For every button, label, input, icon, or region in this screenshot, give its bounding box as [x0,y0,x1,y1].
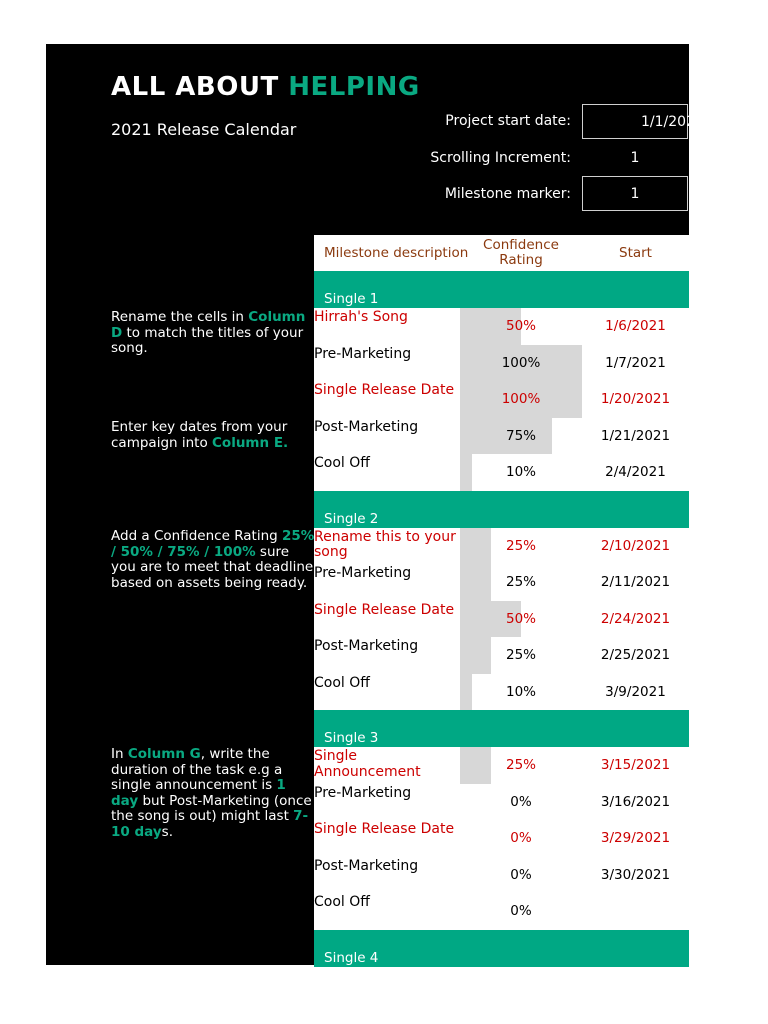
note-text: sure you are to meet that deadline based on assets being ready. [111,543,314,591]
milestone-description-cell[interactable]: Single Release Date [314,601,455,618]
page-title [111,72,420,102]
table-row[interactable] [314,564,689,601]
group-header[interactable]: Single 4 [314,930,689,967]
table-row[interactable] [314,418,689,455]
page-subtitle: 2021 Release Calendar [111,120,297,139]
note-text: s. [161,823,173,840]
confidence-rating-cell[interactable]: 25% [505,647,536,663]
table-row[interactable] [314,820,689,857]
note-highlight: 7-10 day [111,808,309,840]
start-date-cell[interactable]: 2/24/2021 [600,610,671,627]
table-row[interactable] [314,454,689,491]
milestone-table [314,235,689,965]
table-row[interactable] [314,381,689,418]
milestone-description-cell[interactable]: Post-Marketing [314,418,419,435]
milestone-description-cell[interactable]: Cool Off [314,455,370,471]
milestone-description-cell[interactable]: Single Announcement [314,748,421,780]
confidence-rating-cell[interactable]: 100% [501,354,541,371]
note-text: , write the duration of the task e.g a single announcement is [111,746,283,793]
table-row[interactable] [314,345,689,382]
confidence-rating-cell[interactable]: 0% [510,903,532,919]
start-date-cell[interactable]: 1/21/2021 [600,427,671,444]
confidence-rating-cell[interactable]: 75% [505,427,536,444]
note-highlight: Column G [127,746,201,762]
milestone-description-cell[interactable]: Cool Off [314,674,370,691]
start-date-cell[interactable]: 2/10/2021 [600,537,671,554]
title-prefix: ALL ABOUT [111,72,289,102]
project-start-date-cell[interactable]: 1/1/2021 [582,104,688,139]
milestone-description-cell[interactable]: Post-Marketing [314,857,419,874]
table-row[interactable] [314,637,689,674]
table-row[interactable] [314,308,689,345]
project-start-label: Project start date: [445,113,571,129]
milestone-description-cell[interactable]: Single Release Date [314,382,455,398]
table-row[interactable] [314,528,689,565]
title-accent: HELPING [288,72,420,102]
confidence-rating-cell[interactable]: 10% [505,464,536,480]
start-date-cell[interactable]: 1/20/2021 [600,391,671,407]
confidence-rating-cell[interactable]: 0% [510,830,532,846]
column-header-confidence[interactable]: Confidence Rating [483,237,559,268]
table-row[interactable] [314,601,689,638]
confidence-rating-cell[interactable]: 10% [505,683,536,700]
spreadsheet-sheet [46,44,704,966]
start-date-cell[interactable]: 3/16/2021 [600,793,671,810]
group-header[interactable]: Single 1 [314,271,689,308]
group-header[interactable]: Single 2 [314,491,689,528]
note-highlight: 25% / 50% / 75% / 100% [111,528,315,560]
scrolling-increment-label: Scrolling Increment: [430,150,571,166]
note-text: Rename the cells in [111,309,249,325]
instruction-note [111,310,316,357]
milestone-description-cell[interactable]: Rename this to your song [314,528,456,560]
table-row[interactable] [314,747,689,784]
confidence-rating-cell[interactable]: 25% [505,574,536,590]
note-highlight: 1 day [111,777,286,809]
instruction-note [111,747,316,840]
milestone-description-cell[interactable]: Cool Off [314,894,370,910]
start-date-cell[interactable]: 2/11/2021 [600,574,671,590]
note-text: but Post-Marketing (once the song is out) might last [111,792,312,824]
milestone-description-cell[interactable]: Hirrah's Song [314,309,408,325]
milestone-description-cell[interactable]: Post-Marketing [314,638,419,654]
table-row[interactable] [314,674,689,711]
milestone-marker-cell[interactable]: 1 [582,176,688,211]
start-date-cell[interactable]: 2/4/2021 [605,464,666,480]
confidence-rating-cell[interactable]: 0% [510,793,532,810]
confidence-rating-cell[interactable]: 100% [501,391,541,407]
group-header[interactable]: Single 3 [314,710,689,747]
confidence-rating-cell[interactable]: 50% [505,610,536,627]
table-row[interactable] [314,893,689,930]
note-highlight: Column E. [212,434,289,451]
note-text: Add a Confidence Rating [111,528,283,544]
confidence-rating-cell[interactable]: 25% [505,757,536,773]
instruction-note [111,529,316,591]
column-header-description[interactable]: Milestone description [324,244,469,261]
note-text: In [111,746,128,762]
milestone-marker-label: Milestone marker: [444,186,571,202]
milestone-description-cell[interactable]: Pre-Marketing [314,784,412,801]
note-highlight: Column D [111,309,306,341]
column-header-start[interactable]: Start [619,244,652,261]
milestone-description-cell[interactable]: Pre-Marketing [314,565,412,581]
milestone-description-cell[interactable]: Pre-Marketing [314,345,412,362]
confidence-rating-cell[interactable]: 50% [505,318,536,334]
confidence-rating-cell[interactable]: 25% [505,537,536,554]
note-text: Enter key dates from your campaign into [111,419,288,451]
start-date-cell[interactable]: 3/9/2021 [605,683,666,700]
start-date-cell[interactable]: 3/29/2021 [600,830,671,846]
start-date-cell[interactable]: 2/25/2021 [600,647,671,663]
note-text: to match the titles of your song. [111,324,304,356]
start-date-cell[interactable]: 1/7/2021 [605,354,666,371]
start-date-cell[interactable]: 3/30/2021 [600,866,671,883]
confidence-rating-cell[interactable]: 0% [510,866,532,883]
scrolling-increment-cell[interactable]: 1 [630,150,640,166]
table-row[interactable] [314,784,689,821]
instruction-note [111,420,316,451]
start-date-cell[interactable]: 1/6/2021 [605,318,666,334]
table-row[interactable] [314,857,689,894]
milestone-description-cell[interactable]: Single Release Date [314,821,455,837]
start-date-cell[interactable]: 3/15/2021 [600,757,671,773]
